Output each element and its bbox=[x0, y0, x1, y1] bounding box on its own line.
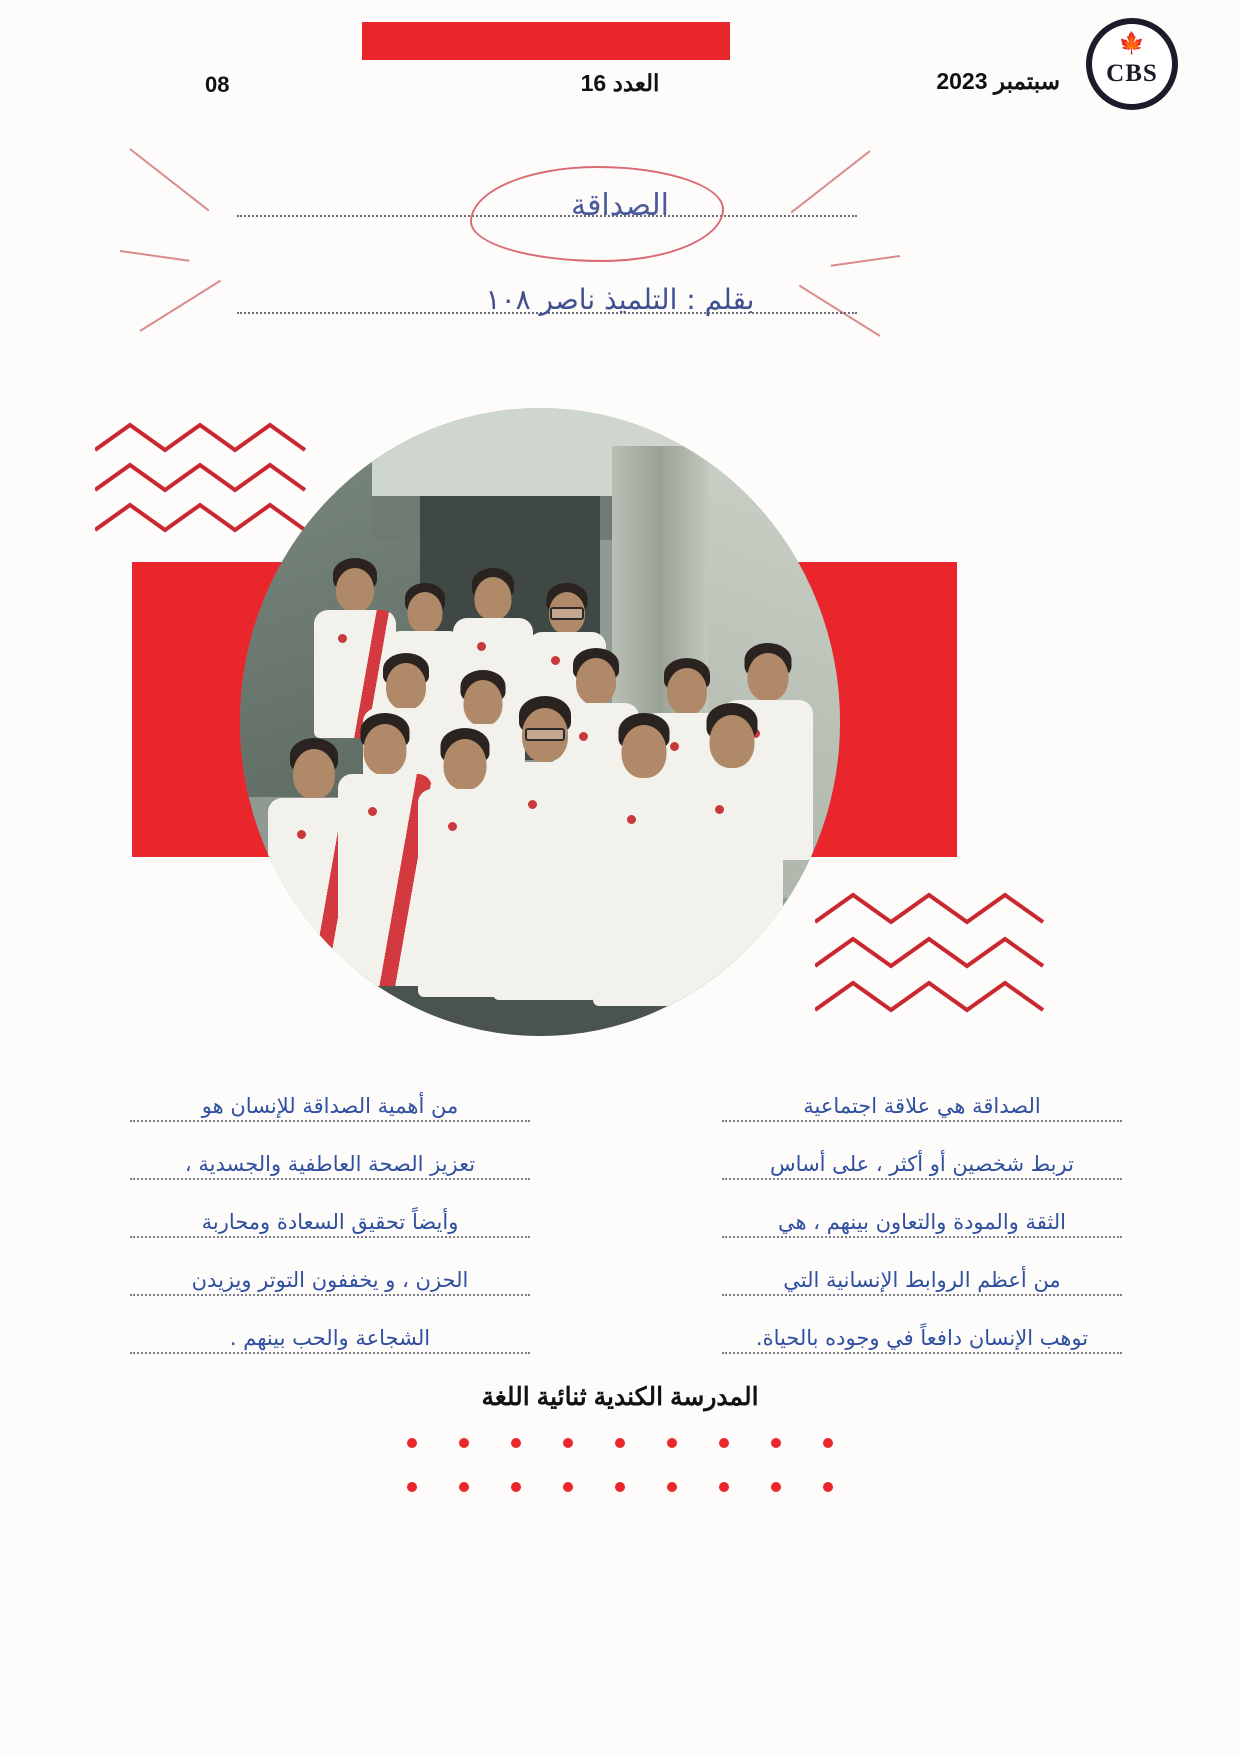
footer-dot bbox=[667, 1438, 677, 1448]
footer-dots-row-1 bbox=[0, 1438, 1240, 1448]
text-line-content: تعزيز الصحة العاطفية والجسدية ، bbox=[184, 1152, 476, 1176]
footer-dot bbox=[823, 1438, 833, 1448]
maple-leaf-icon: 🍁 bbox=[1118, 32, 1146, 55]
ruled-line bbox=[130, 1120, 530, 1122]
footer-dot bbox=[615, 1482, 625, 1492]
zigzag-decoration-right bbox=[815, 890, 1065, 1025]
text-line bbox=[130, 1244, 530, 1302]
text-line bbox=[130, 1302, 530, 1360]
text-line bbox=[722, 1128, 1122, 1186]
ruled-line bbox=[722, 1294, 1122, 1296]
header-date: سبتمبر 2023 bbox=[936, 68, 1060, 94]
footer-dot bbox=[771, 1438, 781, 1448]
text-line-content: الصداقة هي علاقة اجتماعية bbox=[803, 1094, 1041, 1118]
photo-person bbox=[678, 703, 786, 993]
footer-dot bbox=[511, 1482, 521, 1492]
footer-dot bbox=[563, 1438, 573, 1448]
text-line bbox=[722, 1302, 1122, 1360]
article-title: الصداقة bbox=[571, 188, 669, 223]
footer-dot bbox=[459, 1482, 469, 1492]
footer-dot bbox=[407, 1482, 417, 1492]
article-text-left-column bbox=[130, 1070, 530, 1360]
school-name-footer: المدرسة الكندية ثنائية اللغة bbox=[481, 1383, 759, 1411]
text-line-content: من أعظم الروابط الإنسانية التي bbox=[783, 1268, 1061, 1292]
page-number: 08 bbox=[205, 72, 230, 97]
ray-decoration bbox=[831, 255, 901, 267]
text-line bbox=[130, 1070, 530, 1128]
header-red-bar bbox=[362, 22, 730, 60]
footer-dot bbox=[719, 1482, 729, 1492]
text-line-content: الثقة والمودة والتعاون بينهم ، هي bbox=[778, 1210, 1066, 1234]
footer-dot bbox=[771, 1482, 781, 1492]
footer-dot bbox=[719, 1438, 729, 1448]
text-line bbox=[722, 1244, 1122, 1302]
footer-dot bbox=[615, 1438, 625, 1448]
ruled-line bbox=[722, 1178, 1122, 1180]
header-issue: العدد 16 bbox=[580, 70, 660, 96]
article-text-right-column bbox=[722, 1070, 1122, 1360]
article-byline: بقلم : التلميذ ناصر ١٠٨ bbox=[485, 283, 755, 316]
ruled-line bbox=[130, 1178, 530, 1180]
text-line bbox=[130, 1186, 530, 1244]
logo-text: CBS bbox=[1106, 60, 1158, 87]
photo-person bbox=[490, 696, 600, 996]
footer-dot bbox=[563, 1482, 573, 1492]
ruled-line bbox=[722, 1352, 1122, 1354]
footer-dot bbox=[407, 1438, 417, 1448]
footer-dot bbox=[511, 1438, 521, 1448]
text-line-content: الحزن ، و يخففون التوتر ويزيدن bbox=[191, 1268, 469, 1292]
ray-decoration bbox=[120, 250, 190, 262]
text-line bbox=[130, 1128, 530, 1186]
ruled-line bbox=[722, 1236, 1122, 1238]
footer-dot bbox=[823, 1482, 833, 1492]
text-line-content: توهب الإنسان دافعاً في وجوده بالحياة. bbox=[755, 1326, 1089, 1350]
text-line bbox=[722, 1186, 1122, 1244]
ruled-line bbox=[722, 1120, 1122, 1122]
text-line-content: الشجاعة والحب بينهم . bbox=[229, 1326, 431, 1350]
footer-dots-row-2 bbox=[0, 1482, 1240, 1492]
ruled-line bbox=[130, 1352, 530, 1354]
footer-dot bbox=[667, 1482, 677, 1492]
text-line-content: تربط شخصين أو أكثر ، على أساس bbox=[770, 1152, 1074, 1176]
text-line bbox=[722, 1070, 1122, 1128]
ruled-line bbox=[130, 1294, 530, 1296]
ruled-line bbox=[130, 1236, 530, 1238]
text-line-content: وأيضاً تحقيق السعادة ومحاربة bbox=[201, 1210, 459, 1234]
text-line-content: من أهمية الصداقة للإنسان هو bbox=[201, 1094, 459, 1118]
footer-dot bbox=[459, 1438, 469, 1448]
group-photo bbox=[240, 408, 840, 1036]
